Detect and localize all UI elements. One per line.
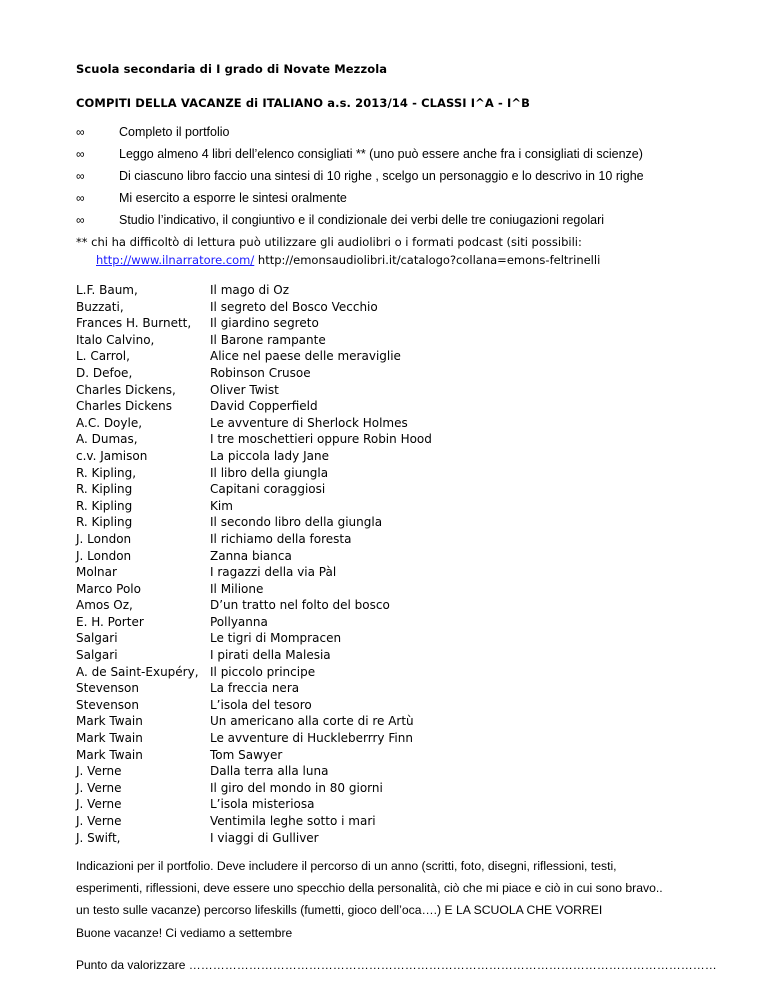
book-title: Robinson Crusoe: [210, 365, 311, 380]
task-text: Mi esercito a esporre le sintesi oralmente: [119, 191, 347, 205]
book-author: A.C. Doyle,: [76, 415, 143, 430]
book-title: Il Barone rampante: [210, 332, 326, 347]
book-author: Salgari: [76, 631, 118, 646]
infinity-bullet-icon: ∞: [76, 169, 85, 183]
book-title: I tre moschettieri oppure Robin Hood: [210, 432, 432, 447]
portfolio-instructions: [76, 855, 716, 921]
book-title: I ragazzi della via Pàl: [210, 565, 337, 580]
book-author: J. Verne: [76, 814, 122, 828]
book-title: Oliver Twist: [210, 382, 279, 397]
book-author: A. Dumas,: [76, 432, 138, 447]
book-author: J. Verne: [76, 764, 122, 779]
book-author: E. H. Porter: [76, 614, 144, 629]
ilnarratore-link[interactable]: http://www.ilnarratore.com/: [96, 253, 255, 267]
book-author: Mark Twain: [76, 731, 143, 746]
book-title: L’isola del tesoro: [210, 697, 312, 712]
book-author: Stevenson: [76, 697, 139, 712]
book-title: Zanna bianca: [210, 548, 292, 563]
document-title: COMPITI DELLA VACANZE di ITALIANO a.s. 2013/14 - CLASSI I^A - I^B: [76, 96, 530, 110]
book-title: I viaggi di Gulliver: [210, 830, 319, 845]
book-author: A. de Saint-Exupéry,: [76, 664, 199, 679]
book-author: R. Kipling: [76, 515, 133, 530]
audiobook-links: [96, 253, 600, 267]
book-author: L. Carrol,: [76, 349, 130, 364]
paragraph-line: un testo sulle vacanze) percorso lifeskills (fumetti, gioco dell’oca….) E LA SCUOLA CHE VORREI: [76, 903, 603, 917]
book-title: D’un tratto nel folto del bosco: [210, 598, 390, 613]
book-title: Alice nel paese delle meraviglie: [210, 349, 401, 364]
book-author: Buzzati,: [76, 299, 124, 314]
school-heading: Scuola secondaria di I grado di Novate Mezzola: [76, 62, 388, 76]
task-text: Di ciascuno libro faccio una sintesi di 10 righe , scelgo un personaggio e lo descrivo in 10 righe: [119, 169, 644, 183]
book-author: Charles Dickens: [76, 399, 172, 414]
infinity-bullet-icon: ∞: [76, 147, 85, 161]
book-author: J. Swift,: [76, 830, 121, 845]
book-title: Kim: [210, 498, 233, 513]
list-item: [76, 190, 716, 212]
book-author: D. Defoe,: [76, 365, 133, 380]
book-title: Il giardino segreto: [210, 316, 319, 331]
book-author: Frances H. Burnett,: [76, 316, 192, 331]
book-author: J. Verne: [76, 797, 122, 812]
list-item: [76, 212, 716, 234]
book-author: R. Kipling: [76, 482, 133, 497]
book-title: Le avventure di Huckleberrry Finn: [210, 731, 413, 746]
task-text: Studio l’indicativo, il congiuntivo e il condizionale dei verbi delle tre coniugazioni regolari: [119, 213, 605, 227]
book-title: La piccola lady Jane: [210, 448, 329, 463]
book-title: Pollyanna: [210, 614, 268, 629]
book-title: Il giro del mondo in 80 giorni: [210, 780, 383, 795]
task-text: Completo il portfolio: [119, 125, 230, 139]
book-title: Le avventure di Sherlock Holmes: [210, 415, 408, 430]
infinity-bullet-icon: ∞: [76, 213, 85, 227]
book-title: Il Milione: [210, 581, 264, 596]
book-author: J. London: [76, 548, 132, 563]
book-author: Molnar: [76, 565, 117, 580]
book-title: Il secondo libro della giungla: [210, 515, 383, 530]
audiobook-note: ** chi ha difficoltò di lettura può utilizzare gli audiolibri o i formati podcast (siti possibili:: [76, 235, 582, 249]
infinity-bullet-icon: ∞: [76, 191, 85, 205]
book-title: L’isola misteriosa: [210, 797, 315, 812]
book-author: Amos Oz,: [76, 598, 133, 613]
book-title: Il piccolo principe: [210, 664, 316, 679]
list-item: [76, 168, 716, 190]
list-item: [76, 124, 716, 146]
book-author: J. Verne: [76, 780, 122, 795]
book-title: Il libro della giungla: [210, 465, 329, 480]
book-title: Il mago di Oz: [210, 283, 290, 297]
book-author: Marco Polo: [76, 581, 141, 596]
emons-link-text: http://emonsaudiolibri.it/catalogo?collana=emons-feltrinelli: [254, 253, 601, 267]
book-title: David Copperfield: [210, 399, 318, 414]
book-title: Un americano alla corte di re Artù: [210, 714, 414, 729]
infinity-bullet-icon: ∞: [76, 125, 85, 139]
book-author: R. Kipling: [76, 498, 133, 513]
task-text: Leggo almeno 4 libri dell’elenco consigliati ** (uno può essere anche fra i consigliati di scienze): [119, 147, 643, 161]
book-title: Dalla terra alla luna: [210, 764, 329, 779]
paragraph-line: esperimenti, riflessioni, deve essere uno specchio della personalità, ciò che mi piace e ciò in cui sono bravo..: [76, 881, 663, 895]
book-author: R. Kipling,: [76, 465, 137, 480]
book-title: I pirati della Malesia: [210, 648, 331, 663]
task-list: [76, 124, 716, 234]
book-title: Tom Sawyer: [210, 747, 283, 762]
book-title: La freccia nera: [210, 681, 300, 696]
book-title: Capitani coraggiosi: [210, 482, 326, 497]
book-title: Le tigri di Mompracen: [210, 631, 342, 646]
paragraph-line: Indicazioni per il portfolio. Deve includere il percorso di un anno (scritti, foto, disegni, riflessioni, testi,: [76, 859, 617, 873]
list-item: [76, 146, 716, 168]
greeting: Buone vacanze! Ci vediamo a settembre: [76, 926, 293, 940]
book-author: c.v. Jamison: [76, 448, 148, 463]
book-author: Charles Dickens,: [76, 382, 176, 397]
book-author: J. London: [76, 531, 132, 546]
book-title: Ventimila leghe sotto i mari: [210, 814, 376, 828]
book-title: Il segreto del Bosco Vecchio: [210, 299, 378, 314]
book-author: Italo Calvino,: [76, 332, 155, 347]
book-title: Il richiamo della foresta: [210, 531, 352, 546]
book-author: Stevenson: [76, 681, 139, 696]
book-author: Mark Twain: [76, 714, 143, 729]
book-author: Salgari: [76, 648, 118, 663]
book-author: L.F. Baum,: [76, 283, 138, 297]
book-author: Mark Twain: [76, 747, 143, 762]
punto-da-valorizzare: Punto da valorizzare ……………………………………………………………………………………………………………………: [76, 958, 717, 972]
